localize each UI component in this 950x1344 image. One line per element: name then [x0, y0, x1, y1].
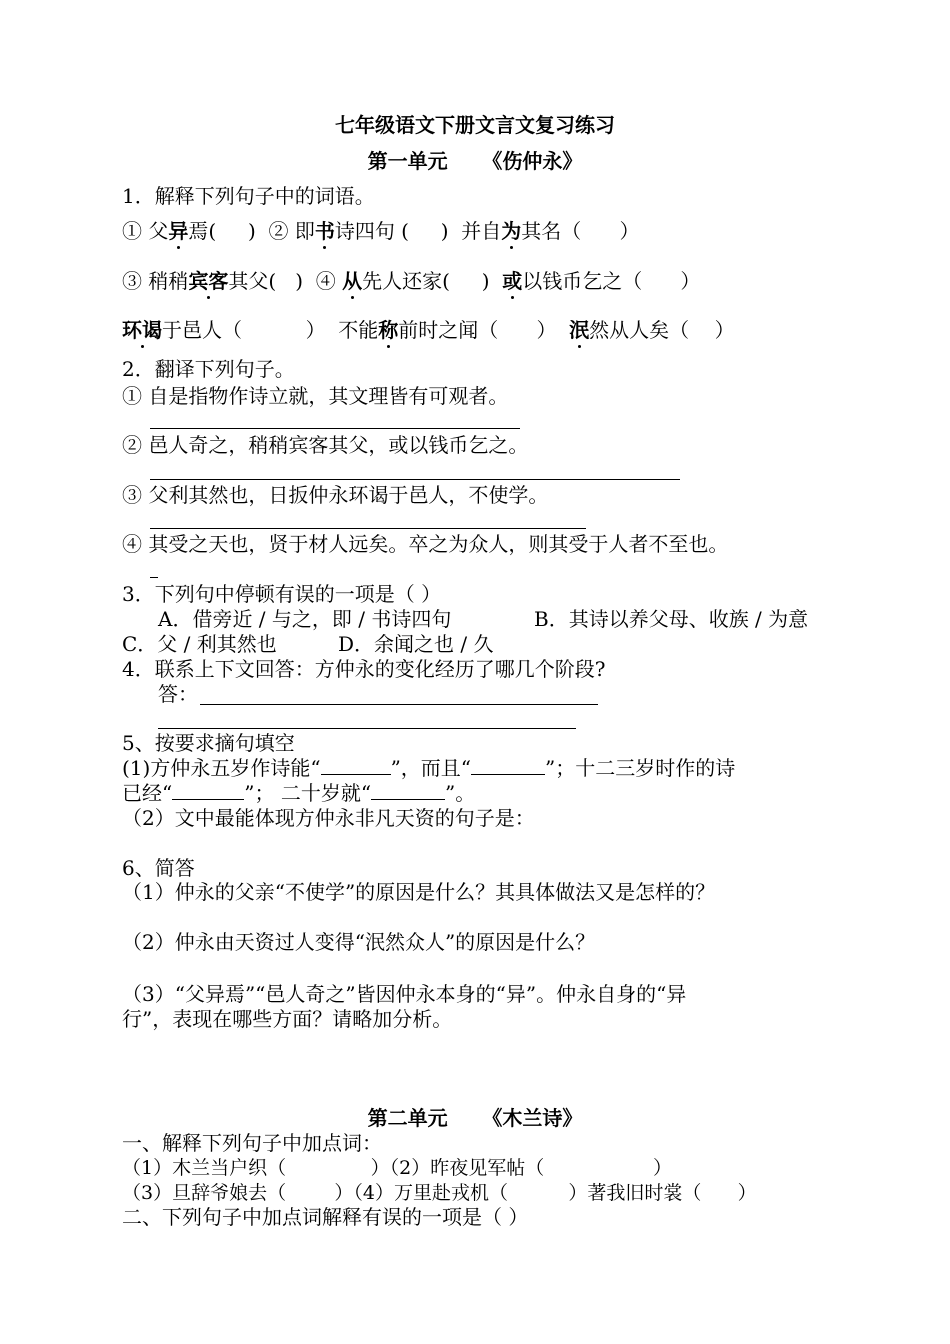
q1-row3	[122, 318, 735, 342]
dotted-word: 或	[502, 269, 523, 293]
dotted-word: 为	[501, 219, 522, 243]
q2-sentence-4: ④ 其受之天也，贤于材人远矣。卒之为众人，则其受于人者不至也。	[122, 532, 729, 556]
q1-row2	[122, 269, 700, 293]
q1-row1-text: ① 父	[122, 219, 169, 243]
q3-option-a: A．借旁近 / 与之，即 / 书诗四句	[158, 607, 452, 631]
unit2-q2-title: 二、下列句子中加点词解释有误的一项是（ ）	[122, 1205, 529, 1229]
q1-row1	[122, 219, 639, 243]
dotted-word: 称	[378, 318, 399, 342]
q1-row1-text: 焉( ) ② 即	[188, 219, 315, 243]
q3-option-c: C．父 / 利其然也	[122, 632, 277, 656]
q1-row2-text: 其父( ) ④	[228, 269, 343, 293]
q5-title: 5、按要求摘句填空	[122, 731, 295, 755]
q1-row3-text: 前时之闻（ ）	[398, 318, 570, 342]
dotted-word: 宾客	[188, 269, 229, 293]
q1-row3-text: 于邑人（ ） 不能	[162, 318, 379, 342]
q3-option-d: D．余闻之也 / 久	[338, 632, 494, 656]
dotted-word: 环谒	[122, 318, 162, 342]
q3-title: 3．下列句中停顿有误的一项是（ ）	[122, 582, 442, 606]
q3-option-b: B．其诗以养父母、收族 / 为意	[534, 607, 809, 631]
q6-title: 6、简答	[122, 856, 195, 880]
q5-part2: （2）文中最能体现方仲永非凡天资的句子是：	[122, 806, 535, 830]
q5-text: ”； 二十岁就“	[244, 781, 372, 805]
q1-row1-text: 诗四句 ( ) 并自	[334, 219, 502, 243]
q1-row2-text: 先人还家( )	[362, 269, 503, 293]
q5-text: (1)方仲永五岁作诗能“	[122, 756, 321, 780]
q5-text: ”，而且“	[390, 756, 472, 780]
q6-sub-2: （2）仲永由天资过人变得“泯然众人”的原因是什么？	[122, 930, 596, 954]
fill-blank[interactable]	[471, 756, 545, 775]
unit1-heading: 第一单元 《伤仲永》	[367, 149, 583, 173]
fill-blank[interactable]	[371, 781, 445, 800]
unit2-q1-row2: （3）旦辞爷娘去（ ）（4）万里赴戎机（ ）著我旧时裳（ ）	[122, 1182, 757, 1204]
q6-sub-3-cont: 行”，表现在哪些方面？请略加分析。	[122, 1007, 453, 1031]
fill-blank[interactable]	[321, 756, 391, 775]
dotted-word: 书	[314, 219, 335, 243]
q1-row2-text: 以钱币乞之（ ）	[522, 269, 701, 293]
answer-line[interactable]	[200, 704, 598, 705]
document-title: 七年级语文下册文言文复习练习	[335, 113, 615, 137]
answer-line[interactable]	[150, 528, 586, 529]
q6-sub-1: （1）仲永的父亲“不使学”的原因是什么？其具体做法又是怎样的？	[122, 880, 716, 904]
q5-part1	[122, 756, 735, 780]
q5-part1-cont	[122, 781, 475, 805]
q4-answer-label: 答：	[158, 682, 198, 706]
answer-line[interactable]	[150, 577, 158, 578]
q6-sub-3: （3）“父异焉”“邑人奇之”皆因仲永本身的“异”。仲永自身的“异	[122, 982, 687, 1006]
answer-line[interactable]	[158, 728, 576, 729]
q2-sentence-3: ③ 父利其然也，日扳仲永环谒于邑人，不使学。	[122, 483, 549, 507]
q1-row2-text: ③ 稍稍	[122, 269, 189, 293]
q4-title: 4．联系上下文回答：方仲永的变化经历了哪几个阶段?	[122, 657, 606, 681]
q1-title: 1．解释下列句子中的词语。	[122, 184, 375, 208]
unit2-q1-title: 一、解释下列句子中加点词：	[122, 1131, 382, 1155]
dotted-word: 泯	[569, 318, 590, 342]
unit2-heading: 第二单元 《木兰诗》	[367, 1106, 583, 1130]
fill-blank[interactable]	[172, 781, 244, 800]
q5-text: ”；十二三岁时作的诗	[545, 756, 736, 780]
q1-row1-text: 其名（ ）	[521, 219, 640, 243]
answer-line[interactable]	[150, 428, 520, 429]
unit2-q1-row1: （1）木兰当户织（ ）（2）昨夜见军帖（ ）	[122, 1157, 672, 1179]
dotted-word: 异	[168, 219, 189, 243]
q1-row3-text: 然从人矣（ ）	[589, 318, 735, 342]
q2-sentence-2: ② 邑人奇之，稍稍宾客其父，或以钱币乞之。	[122, 433, 529, 457]
answer-line[interactable]	[150, 479, 680, 480]
q2-title: 2．翻译下列句子。	[122, 357, 295, 381]
q5-text: 已经“	[122, 781, 173, 805]
dotted-word: 从	[342, 269, 363, 293]
q5-text: ”。	[445, 781, 476, 805]
q2-sentence-1: ① 自是指物作诗立就，其文理皆有可观者。	[122, 384, 509, 408]
